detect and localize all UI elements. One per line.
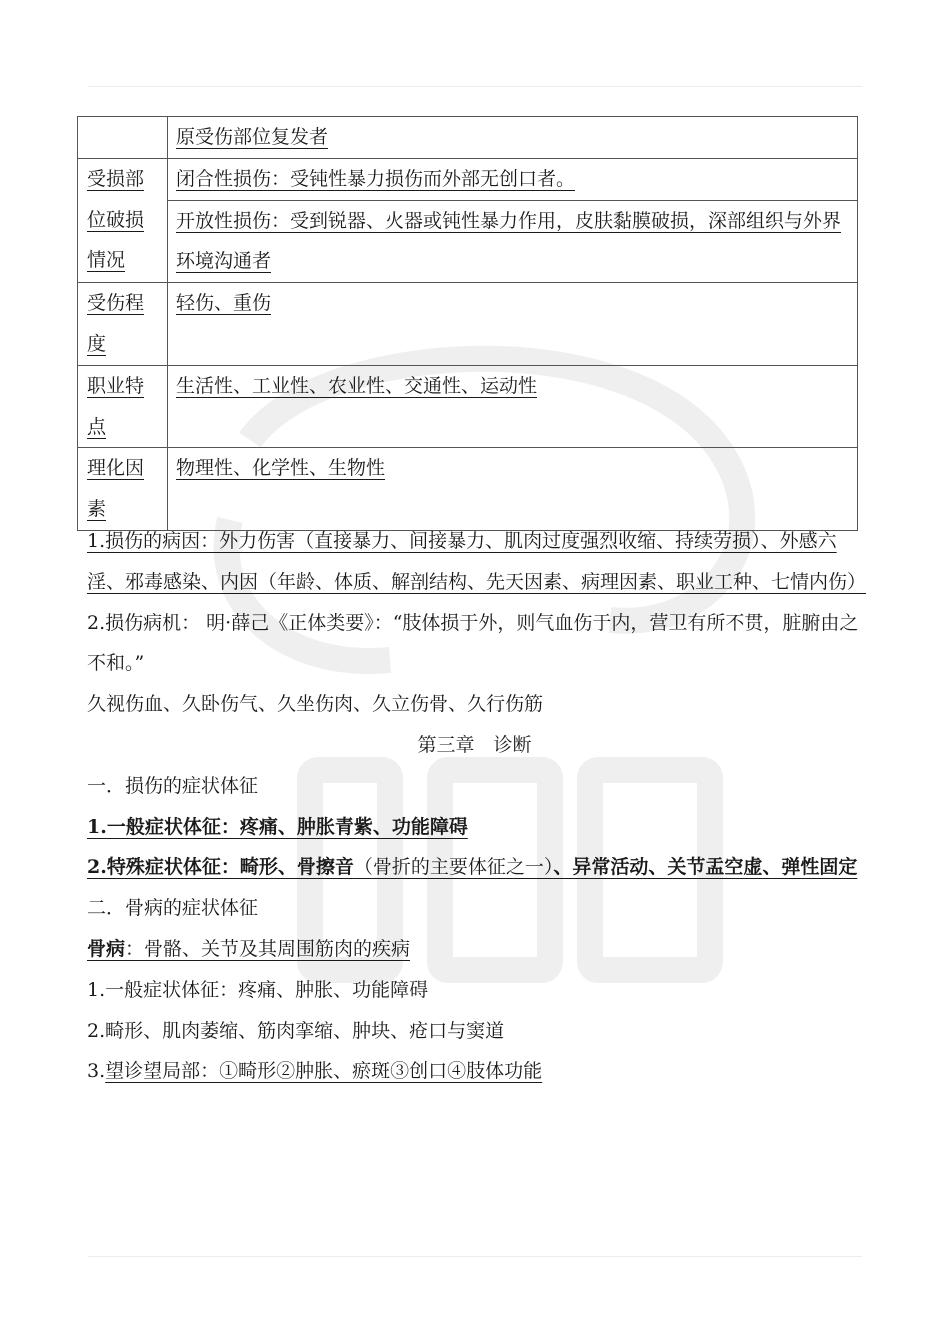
row-content — [168, 283, 858, 366]
five-strains-paragraph: 久视伤血、久卧伤气、久坐伤肉、久立伤骨、久行伤筋 — [87, 693, 544, 716]
row-label: 理化因素 — [78, 448, 168, 531]
row-content — [168, 365, 858, 448]
row-item: 轻伤、重伤 — [176, 292, 272, 315]
table-row — [78, 283, 858, 366]
row-content — [168, 117, 858, 159]
chapter-title: 第三章 诊断 — [417, 733, 532, 756]
footer-rule — [88, 1256, 862, 1257]
bone-item-3: 3.望诊望局部：①畸形②肿胀、瘀斑③创口④肢体功能 — [87, 1060, 543, 1083]
row-item: 开放性损伤：受到锐器、火器或钝性暴力作用，皮肤黏膜破损，深部组织与外界环境沟通者 — [176, 209, 842, 273]
main-text — [87, 521, 867, 1092]
table-row — [78, 117, 858, 159]
bone-item-2: 2.畸形、肌肉萎缩、筋肉挛缩、肿块、疮口与窦道 — [87, 1019, 505, 1042]
table-row — [78, 365, 858, 448]
table-row — [78, 200, 858, 283]
row-label — [78, 117, 168, 159]
section-title: 二．骨病的症状体征 — [87, 897, 259, 920]
row-label: 职业特点 — [78, 365, 168, 448]
row-content — [168, 200, 858, 283]
row-content — [168, 158, 858, 200]
injury-classification-table — [77, 116, 858, 531]
row-label: 受损部位破损情况 — [78, 158, 168, 282]
injury-mechanism-paragraph: 2.损伤病机： 明·薛己《正体类要》：“肢体损于外，则气血伤于内，营卫有所不贯，脏腑由之不和。” — [87, 611, 859, 675]
row-item: 闭合性损伤：受钝性暴力损伤而外部无创口者。 — [176, 167, 576, 190]
row-item: 生活性、工业性、农业性、交通性、运动性 — [176, 374, 538, 397]
header-rule — [88, 86, 862, 87]
table-row — [78, 158, 858, 200]
special-signs-paragraph: 2.特殊症状体征：畸形、骨擦音（骨折的主要体征之一）、异常活动、关节盂空虚、弹性固定 — [87, 856, 858, 879]
section-title: 一．损伤的症状体征 — [87, 774, 259, 797]
bone-disease-definition: 骨病：骨骼、关节及其周围筋肉的疾病 — [87, 937, 411, 960]
general-signs-paragraph: 1.一般症状体征：疼痛、肿胀青紫、功能障碍 — [87, 815, 468, 838]
row-item: 原受伤部位复发者 — [176, 126, 329, 148]
row-item: 物理性、化学性、生物性 — [176, 457, 386, 480]
bone-general-signs: 1.一般症状体征：疼痛、肿胀、功能障碍 — [87, 978, 429, 1001]
row-content — [168, 448, 858, 531]
row-label: 受伤程度 — [78, 283, 168, 366]
injury-cause-paragraph: 1.损伤的病因：外力伤害（直接暴力、间接暴力、肌肉过度强烈收缩、持续劳损）、外感六淫、邪毒感染、内因（年龄、体质、解剖结构、先天因素、病理因素、职业工种、七情内伤） — [87, 530, 867, 593]
table-row — [78, 448, 858, 531]
